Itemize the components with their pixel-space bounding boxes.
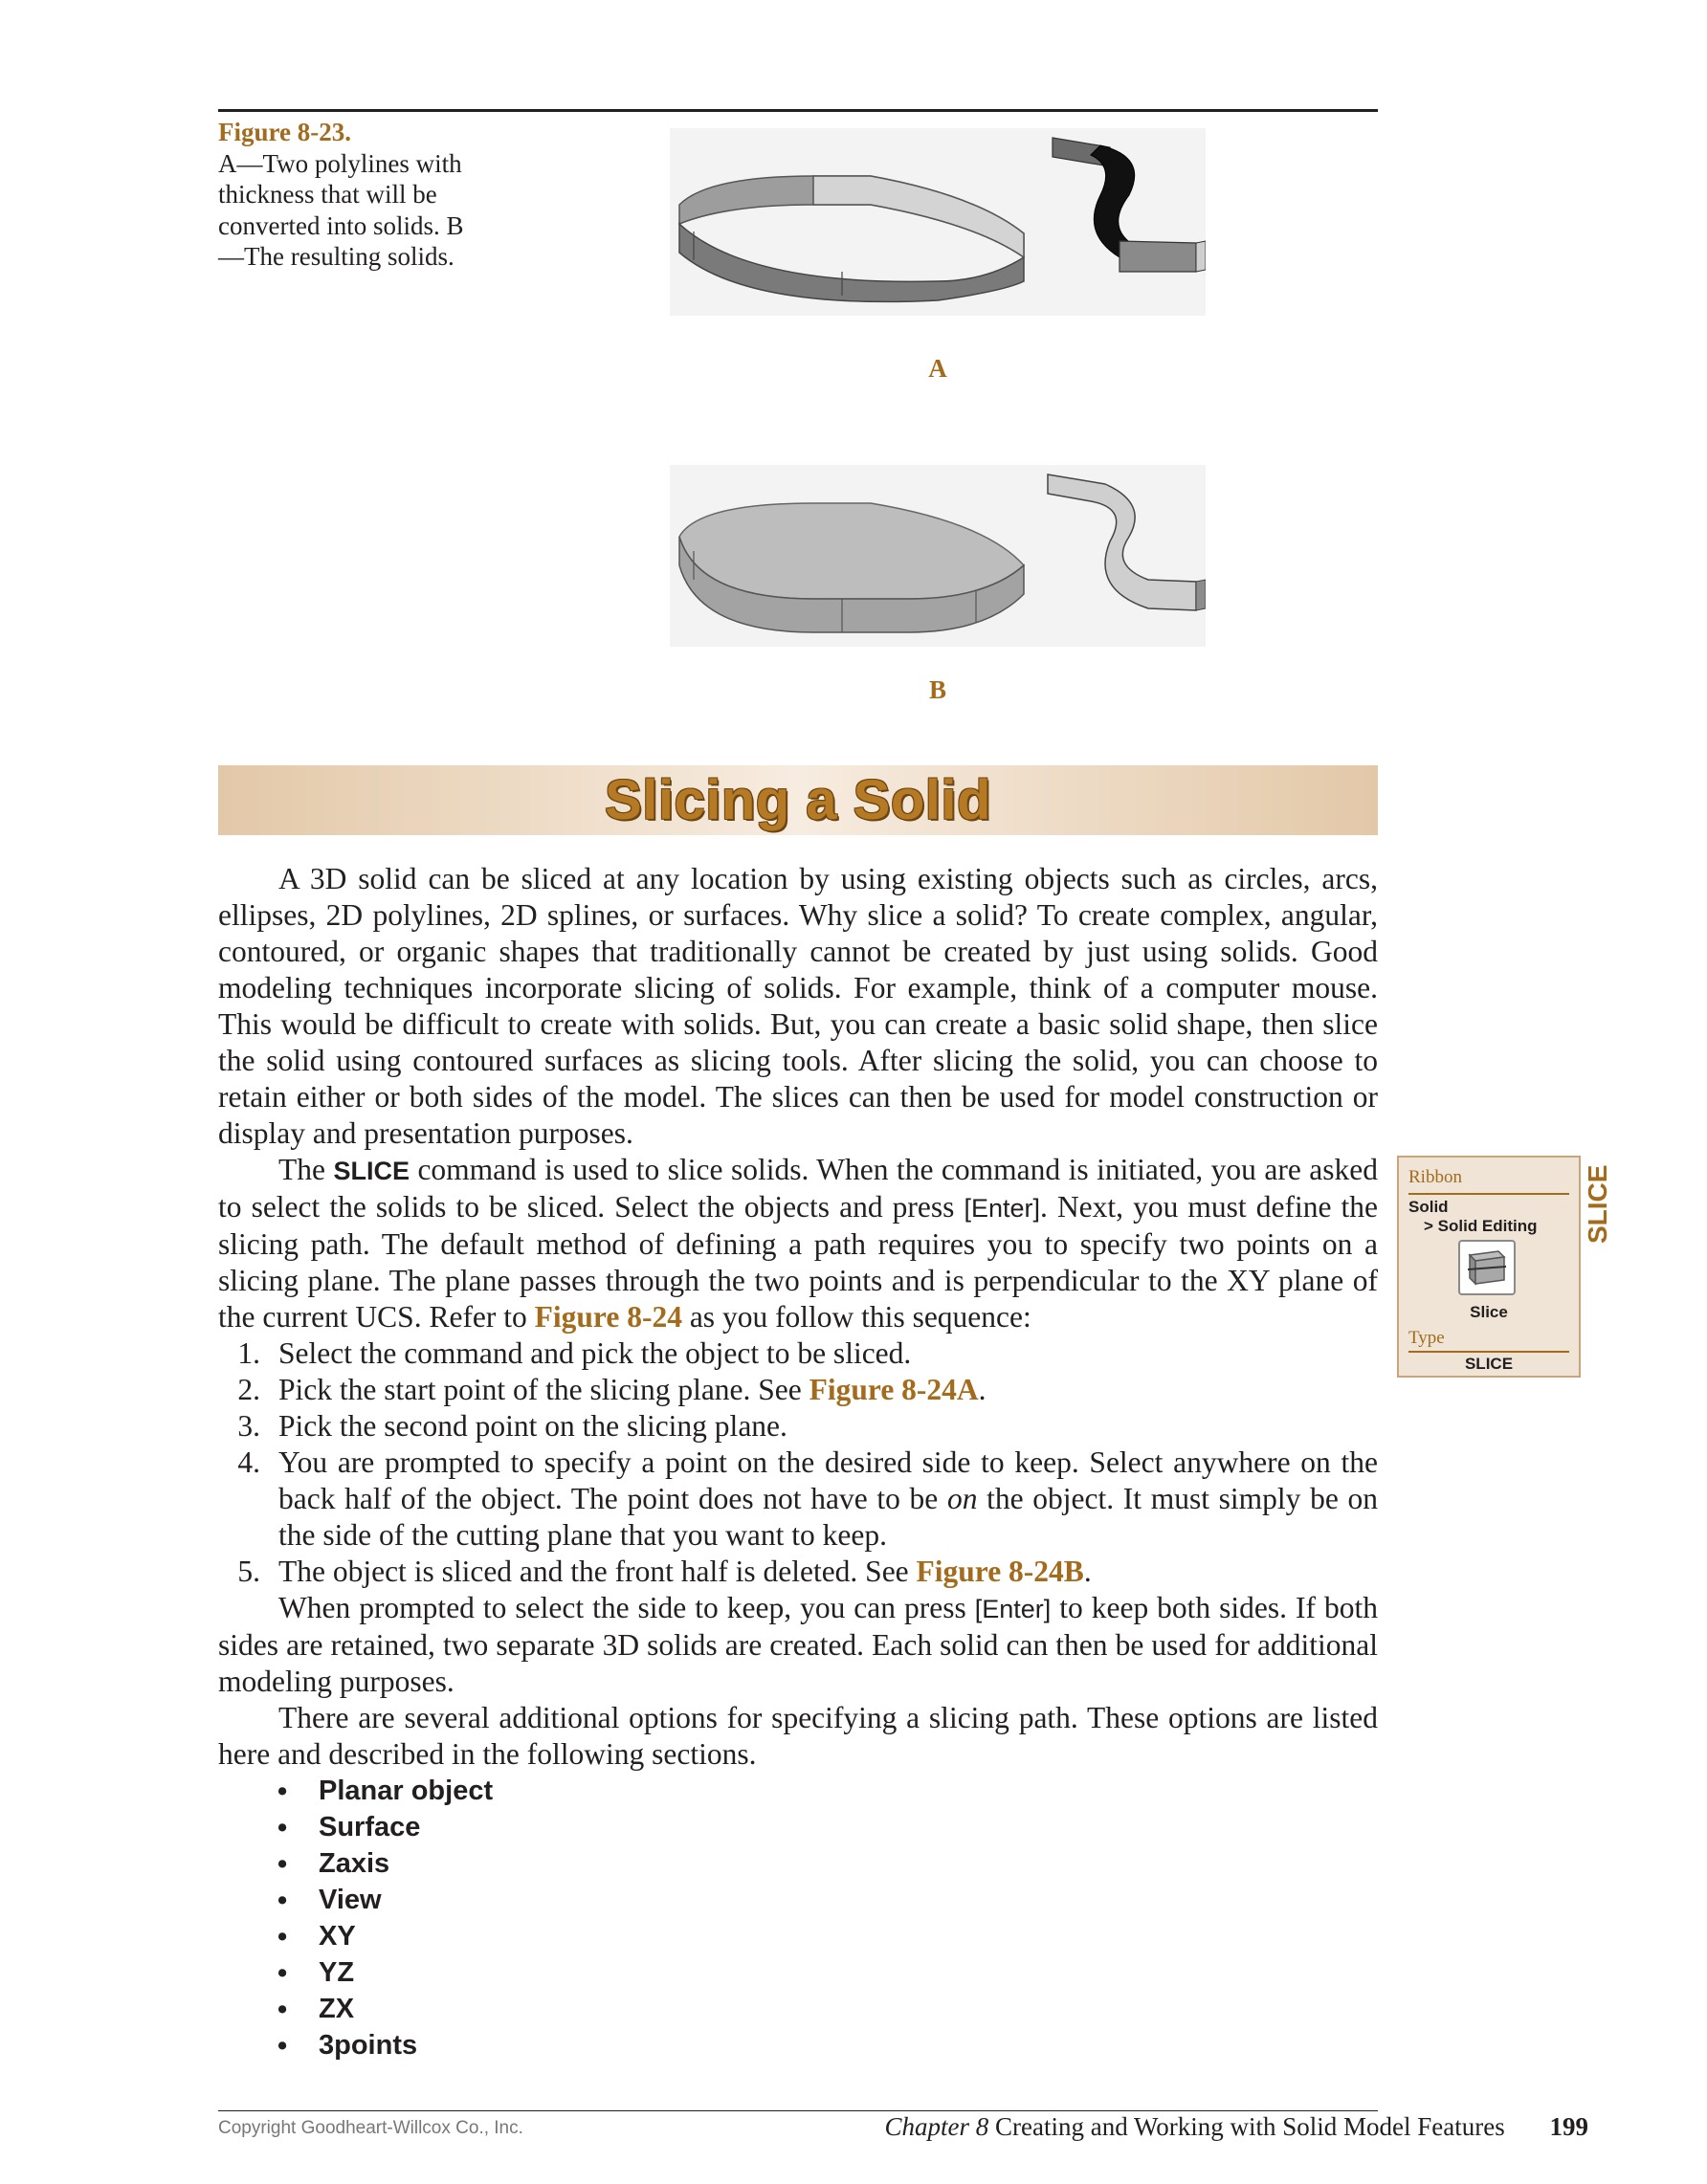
list-item: • 3points — [277, 2030, 418, 2062]
list-item: 3. Pick the second point on the slicing plane. — [237, 1409, 787, 1443]
paragraph-slice-command: The SLICE command is used to slice solids. When the command is initiated, you are asked to select the solids to be sliced. Select the objects and press [Enter]. Next, you must define the slicing path. The default method of defining a path requires you to specify two points on a slicing plane. The plane passes through the two points and is perpendicular to the XY plane of the current UCS. Refer to Figure 8-24 as you follow this sequence: — [218, 1153, 1378, 1334]
figure-caption — [218, 117, 467, 273]
list-item: • Planar object — [277, 1776, 494, 1807]
key-enter: [Enter] — [964, 1194, 1040, 1223]
list-item: • Zaxis — [277, 1848, 390, 1880]
top-rule — [218, 109, 1378, 112]
list-item: 5. The object is sliced and the front half is deleted. See Figure 8-24B. — [237, 1555, 1092, 1588]
section-title: Slicing a Solid — [605, 769, 991, 831]
racetrack-solid-top — [679, 503, 1024, 599]
paragraph-intro: A 3D solid can be sliced at any location by using existing objects such as circles, arcs, ellipses, 2D polylines, 2D splines, or surfaces. Why slice a solid? To create complex, angular, contoured, or organic shapes that traditionally cannot be created by just using solids. Good modeling techniques incorporate slicing of solids. For example, think of a computer mouse. This would be difficult to create with solids. But, you can create a basic solid shape, then slice the solid using contoured surfaces as slicing tools. After slicing the solid, you can choose to retain either or both sides of the model. The slices can then be used for model construction or display and presentation purposes. — [218, 862, 1378, 1150]
racetrack-front-wall — [679, 224, 1024, 301]
figure-label-b: B — [928, 675, 946, 704]
slice-icon — [1458, 1240, 1516, 1295]
racetrack-back-wall — [813, 176, 1024, 257]
copyright-notice: Copyright Goodheart-Willcox Co., Inc. — [218, 2118, 523, 2138]
command-name: SLICE — [333, 1157, 410, 1185]
resulting-solids-drawing — [670, 465, 1206, 647]
list-item: 4. You are prompted to specify a point on the desired side to keep. Select anywhere on the back half of the object. The point does not have to be on the object. It must simply be on the side of the cutting plane that you want to keep. — [237, 1445, 1379, 1552]
figure-number: Figure 8-23. — [218, 118, 351, 146]
step-list — [218, 1335, 1378, 1590]
chapter-title: Creating and Working with Solid Model Features — [994, 2112, 1505, 2141]
polyline-thickness-drawing — [670, 128, 1206, 316]
command-access-box — [1397, 1156, 1581, 1378]
figure-8-23-b-image — [670, 465, 1206, 647]
list-item: • View — [277, 1885, 382, 1916]
margin-command-label: SLICE — [1583, 1164, 1612, 1244]
list-item: • ZX — [277, 1994, 355, 2025]
s-shape-bottom-arm — [1120, 241, 1196, 272]
list-item: 1. Select the command and pick the object to be sliced. — [237, 1336, 912, 1370]
ribbon-label: Ribbon — [1408, 1167, 1462, 1187]
typed-command: SLICE — [1464, 1355, 1514, 1373]
list-item: • Surface — [277, 1812, 421, 1843]
figure-reference: Figure 8-24A — [809, 1373, 979, 1406]
page-number: 199 — [1549, 2112, 1588, 2141]
ribbon-panel: > Solid Editing — [1424, 1217, 1538, 1235]
figure-reference: Figure 8-24B — [916, 1555, 1084, 1588]
footer-rule — [218, 2110, 1378, 2111]
s-shape-solid — [1048, 474, 1196, 610]
ribbon-tab: Solid — [1408, 1198, 1449, 1216]
list-item: • XY — [277, 1921, 356, 1952]
paragraph-keep-sides: When prompted to select the side to keep, you can press [Enter] to keep both sides. If both sides are retained, two separate 3D solids are created. Each solid can then be used for additional modeling purposes. — [218, 1591, 1378, 1698]
chapter-number: Chapter 8 — [884, 2112, 989, 2141]
running-footer — [823, 2112, 1588, 2142]
body-text — [218, 861, 1378, 2063]
paragraph-options-intro: There are several additional options for specifying a slicing path. These options are listed here and described in the following sections. — [218, 1701, 1378, 1771]
figure-caption-text: A—Two polylines with thickness that will be converted into solids. B—The resulting solids. — [218, 148, 464, 271]
key-enter: [Enter] — [974, 1595, 1052, 1623]
list-item: 2. Pick the start point of the slicing plane. See Figure 8-24A. — [237, 1373, 987, 1406]
type-label: Type — [1408, 1328, 1445, 1348]
section-heading-band — [218, 765, 1378, 835]
figure-8-23-a-image — [670, 128, 1206, 316]
figure-label-a: A — [928, 354, 947, 383]
figure-reference: Figure 8-24 — [534, 1300, 682, 1334]
slice-button-label: Slice — [1470, 1303, 1508, 1321]
list-item: • YZ — [277, 1957, 355, 1989]
options-list — [218, 1773, 1378, 2063]
